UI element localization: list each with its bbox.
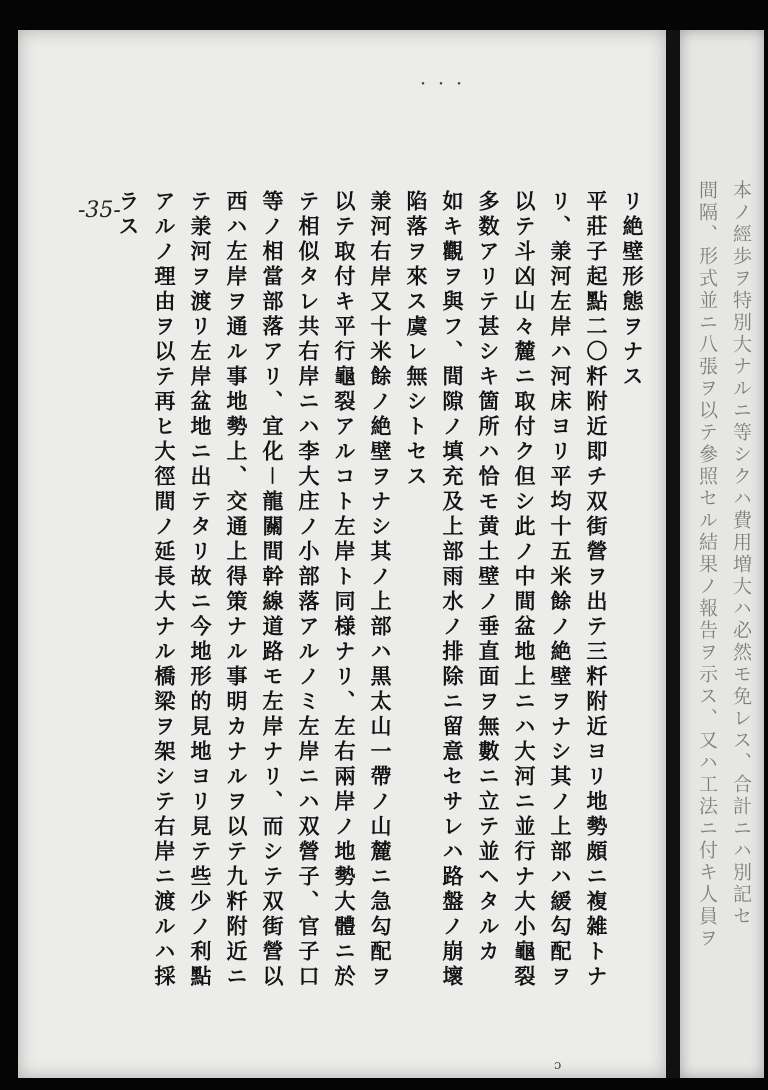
bottom-mark: ɔ [554, 1058, 562, 1073]
text-column-8: 𣴎河右岸又十米餘ノ絶壁ヲナシ其ノ上部ハ黒太山一帶ノ山麓ニ急勾配ヲ [368, 190, 393, 990]
page-number: -35- [78, 198, 121, 223]
text-column-10: テ相似タレ共右岸ニハ李大庄ノ小部落アルノミ左岸ニハ双營子、官子口 [296, 190, 321, 990]
book-gutter [666, 30, 680, 1078]
text-column-5: 多数アリテ甚シキ箇所ハ恰モ黄土壁ノ垂直面ヲ無數ニ立テ並ヘタルカ [476, 190, 501, 965]
text-column-12: 西ハ左岸ヲ通ル事地勢上、交通上得策ナル事明カナルヲ以テ九粁附近ニ [224, 190, 249, 990]
text-column-15: ラス [116, 190, 141, 240]
left-page [18, 30, 666, 1078]
text-column-3: リ、𣴎河左岸ハ河床ヨリ平均十五米餘ノ絶壁ヲナシ其ノ上部ハ緩勾配ヲ [548, 190, 573, 990]
text-column-13: テ𣴎河ヲ渡リ左岸盆地ニ出テタリ故ニ今地形的見地ヨリ見テ些少ノ利點 [188, 190, 213, 990]
right-text-column-1: 本ノ經歩ヲ特別大ナルニ等シクハ費用増大ハ必然モ免レス、合計ニハ別記セ [730, 180, 752, 928]
text-column-9: 以テ取付キ平行龜裂アルコト左岸ト同様ナリ、左右兩岸ノ地勢大體ニ於 [332, 190, 357, 990]
text-column-14: アルノ理由ヲ以テ再ヒ大徑間ノ延長大ナル橋梁ヲ架シテ右岸ニ渡ルハ採 [152, 190, 177, 990]
text-column-1: リ絶壁形態ヲナス [620, 190, 645, 390]
text-column-4: 以テ斗凶山々麓ニ取付ク但シ此ノ中間盆地上ニハ大河ニ並行ナ大小龜裂 [512, 190, 537, 990]
text-column-11: 等ノ相當部落アリ、宜化－龍關間幹線道路モ左岸ナリ、而シテ双街營以 [260, 190, 285, 990]
right-page [680, 30, 764, 1078]
right-text-column-2: 間隔、形式並ニ八張ヲ以テ參照セル結果ノ報告ヲ示ス、又ハ工法ニ付キ人員ヲ [696, 180, 718, 950]
text-column-6: 如キ觀ヲ與フ、間隙ノ填充及上部雨水ノ排除ニ留意セサレハ路盤ノ崩壞 [440, 190, 465, 990]
top-mark: ・・・ [416, 77, 470, 93]
text-column-7: 陷落ヲ來ス虞レ無シトセス [404, 190, 429, 490]
text-column-2: 平莊子起點二〇粁附近即チ双街營ヲ出テ三粁附近ヨリ地勢頗ニ複雑トナ [584, 190, 609, 990]
